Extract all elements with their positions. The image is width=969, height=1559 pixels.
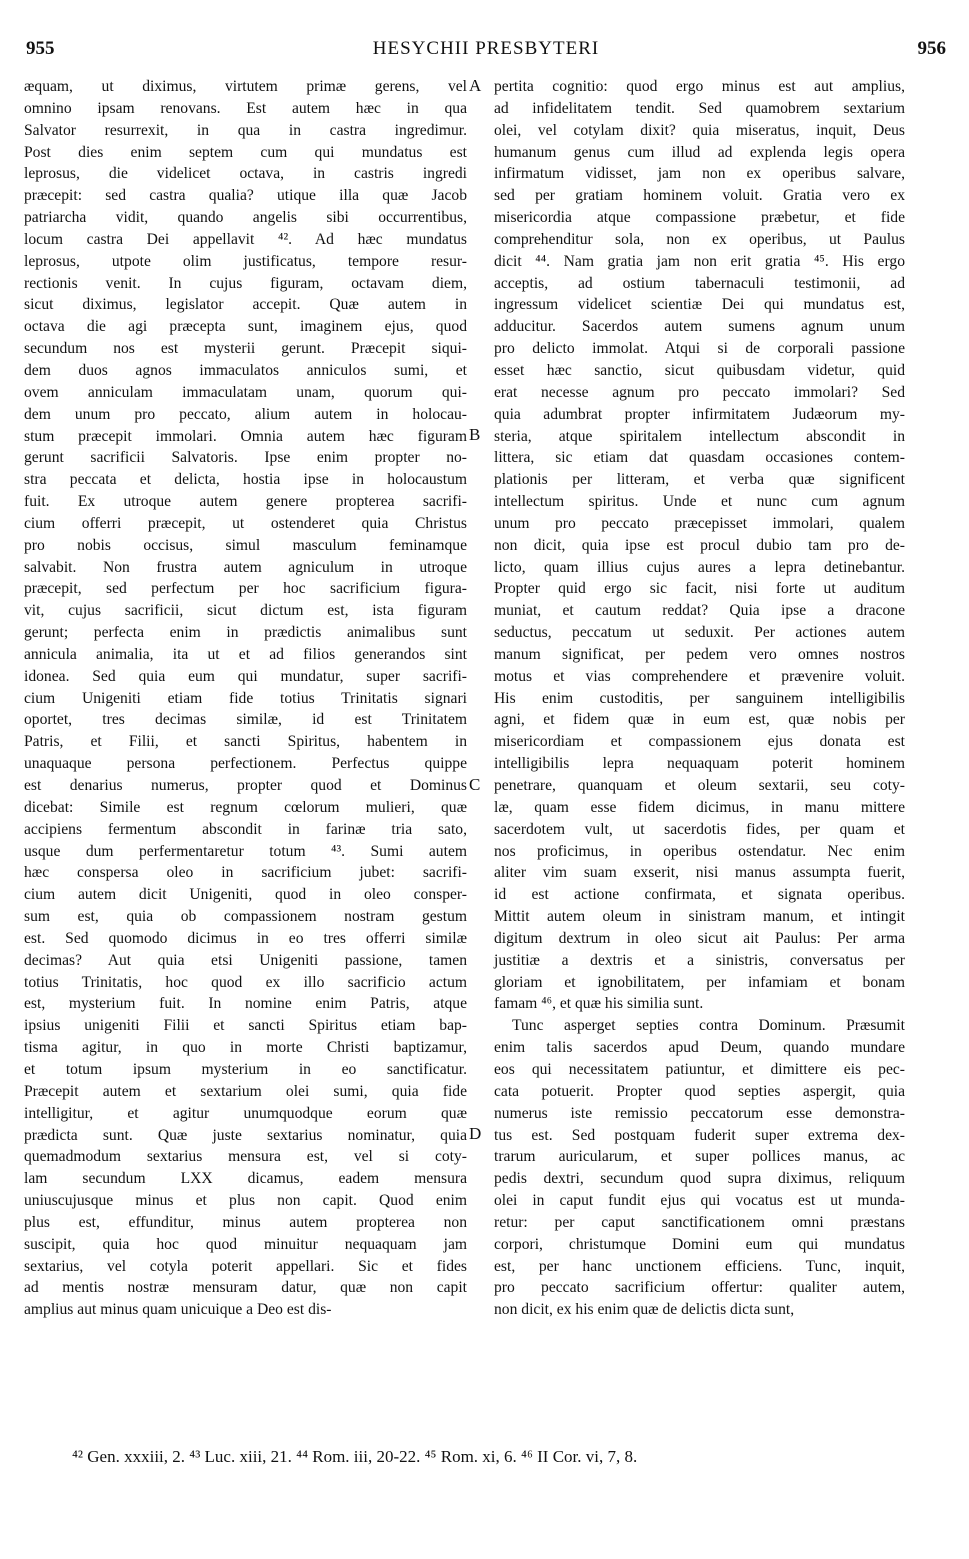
text-line: pro peccato sacrificium offertur: qualiter autem, — [494, 1279, 905, 1297]
text-line: dem duos agnos immaculatos anniculos sumi, et — [24, 361, 467, 379]
text-line: nos proficimus, in operibus ostendatur. Nec enim — [494, 842, 905, 860]
text-line: tisma agitur, in quo in morte Christi baptizamur, — [24, 1039, 467, 1057]
text-line: quemadmodum sextarius mensura est, vel si coty- — [24, 1148, 467, 1166]
text-line: plationis per litteram, et verba quæ significent — [494, 471, 905, 489]
text-line: octava die agi præcepta sunt, imaginem ejus, quod — [24, 318, 467, 336]
margin-marker-b: B — [469, 425, 481, 444]
text-line: plus est, effunditur, minus autem propterea non — [24, 1213, 467, 1231]
page-number-right: 956 — [917, 38, 946, 59]
text-line: enim talis sacerdos apud Deum, quando mundare — [494, 1039, 905, 1057]
text-line: gerunt sacrificii Salvatoris. Ipse enim propter no- — [24, 449, 467, 467]
text-line: et totum ipsum mysterium in eo sanctificatur. — [24, 1060, 467, 1078]
text-line: intelligibilis lepra nequaquam poterit hominem — [494, 755, 905, 773]
text-line: uniuscujusque minus et plus non capit. Quod enim — [24, 1192, 467, 1210]
text-line: corpori, christumque Domini eum qui mundatus — [494, 1235, 905, 1253]
text-line: Mittit autem oleum in sinistram manum, et intingit — [494, 908, 905, 926]
text-line: cium Unigeniti etiam fide totius Trinitatis signari — [24, 689, 467, 707]
text-line: præcepit: sed castra qualia? utique illa quæ Jacob — [24, 187, 467, 205]
text-line: prædicta sunt. Quæ juste sextarius nominatur, quia — [24, 1126, 467, 1144]
text-line: est, per hanc unctionem efficiens. Tunc, inquit, — [494, 1257, 905, 1275]
text-line: ad infidelitatem tendit. Sed quamobrem sextarium — [494, 99, 905, 117]
text-line: misericordia atque compassione præbetur, et fide — [494, 209, 905, 227]
text-line: humanum genus cum illud ad explenda legis opera — [494, 143, 905, 161]
text-line: Salvator resurrexit, in qua in castra ingredimur. — [24, 121, 467, 139]
text-line: annicula animalia, ita ut et ad filios generandos sint — [24, 645, 467, 663]
text-line: est. Sed quomodo dicimus in eo tres offerri similæ — [24, 929, 467, 947]
text-line: comprehenditur sola, non ex operibus, ut Paulus — [494, 230, 905, 248]
text-line: stra peccata et delicta, hostia ipse in holocaustum — [24, 471, 467, 489]
text-line: acceptis, ad ostium tabernaculi testimonii, ad — [494, 274, 905, 292]
text-line: fuit. Ex utroque autem genere propterea sacrifi- — [24, 493, 467, 511]
text-line: Post dies enim septem cum qui mundatus est — [24, 143, 467, 161]
text-line: adducitur. Sacerdos autem sumens agnum unum — [494, 318, 905, 336]
text-line: sextarius, vel cotyla poterit appellari. Sic et fides — [24, 1257, 467, 1275]
text-line: penetrare, quanquam et oleum sextarii, seu coty- — [494, 777, 905, 794]
text-line: id est actione confirmata, et signata operibus. — [494, 886, 905, 904]
page-number-left: 955 — [26, 38, 55, 59]
text-line: Tunc asperget septies contra Dominum. Præsumit — [512, 1017, 905, 1035]
text-line: lam secundum LXX dicamus, eadem mensura — [24, 1170, 467, 1188]
text-line: non dicit, ex his enim quæ de delictis dicta sunt, — [494, 1301, 795, 1319]
text-line: misericordiam et compassionem ejus donata est — [494, 733, 905, 751]
text-line: numerus iste remissio peccatorum esse demonstra- — [494, 1104, 905, 1122]
text-line: dicit ⁴⁴. Nam gratia jam non erit gratia ⁴⁵. His ergo — [494, 252, 905, 270]
text-line: idonea. Sed quia eum qui mundatur, super sacrifi- — [24, 667, 467, 685]
text-line: non dicit, quia ipse est procul dubio tam pro de- — [494, 536, 905, 554]
text-line: salvabit. Non frustra autem agniculum in utroque — [24, 558, 467, 576]
text-line: unaquaque persona perfectionem. Perfectus quippe — [24, 755, 467, 773]
text-line: olei, vel cotylam dixit? quia miseratus, inquit, Deus — [494, 121, 905, 139]
text-line: oportet, tres decimas similæ, id est Trinitatem — [24, 711, 467, 729]
text-line: æquam, ut diximus, virtutem primæ gerens, vel — [24, 78, 467, 95]
text-line: locum castra Dei appellavit ⁴². Ad hæc mundatus — [24, 230, 467, 248]
text-line: pro nobis occisus, simul masculum feminamque — [24, 536, 467, 554]
text-line: His enim custoditis, per sanguinem intelligibilis — [494, 689, 905, 707]
text-line: sum est, quia ob compassionem nostram gestum — [24, 908, 467, 926]
text-line: decimas? Aut quia etsi Unigeniti passione, tamen — [24, 951, 467, 969]
text-line: aliter vim suam exserit, nisi manus assumpta fuerit, — [494, 864, 905, 882]
text-line: est denarius numerus, propter quod et Dominus — [24, 777, 467, 794]
text-line: pro delicto immolat. Atqui si de corporali passione — [494, 340, 905, 358]
text-line: littera, sic etiam dat quasdam occasiones contem- — [494, 449, 905, 467]
text-line: cium offerri præcepit, ut ostenderet quia Christus — [24, 514, 467, 532]
text-line: motus et vias comprehendere et prævenire voluit. — [494, 667, 905, 685]
text-line: sed per gratiam hominem voluit. Gratia vero ex — [494, 187, 905, 205]
text-line: sacerdotem vult, ut sacerdotis fides, per quam et — [494, 820, 905, 838]
text-line: accipiens fermentum abscondit in farinæ tria sato, — [24, 820, 467, 838]
footnotes: ⁴² Gen. xxxiii, 2. ⁴³ Luc. xiii, 21. ⁴⁴ Rom. iii, 20-22. ⁴⁵ Rom. xi, 6. ⁴⁶ II Cor. vi, 7, 8. — [72, 1447, 638, 1466]
text-line: gerunt; perfecta enim in prædictis animalibus sunt — [24, 624, 467, 642]
text-line: Patris, et Filii, et sancti Spiritus, habentem in — [24, 733, 467, 751]
text-line: præcepit, sed perfectum per hoc sacrificium figura- — [24, 580, 467, 598]
text-line: ingressum videlicet scientiæ Dei qui mundatus est, — [494, 296, 905, 314]
text-line: Præcepit autem et sextarium olei sumi, quia fide — [24, 1082, 467, 1100]
left-column — [24, 76, 467, 1321]
margin-marker-a: A — [469, 76, 482, 95]
text-line: pertita cognitio: quod ergo minus est aut amplius, — [494, 78, 905, 95]
text-line: steria, atque spiritalem intellectum abscondit in — [494, 427, 905, 445]
text-line: quia adumbrat propter infirmitatem Judæorum my- — [494, 405, 905, 423]
text-line: infirmatum vidisset, jam non ex operibus salvare, — [494, 165, 905, 183]
text-line: Propter quid ergo sic facit, nisi forte ut auditum — [494, 580, 905, 598]
text-line: totius Trinitatis, hoc quod ex illo sacrificio actum — [24, 973, 467, 991]
text-line: leprosus, die videlicet octava, in castris ingredi — [24, 165, 467, 183]
text-line: ipsius unigeniti Filii et sancti Spiritus etiam bap- — [24, 1017, 467, 1035]
text-line: dicebat: Simile est regnum cœlorum mulieri, quæ — [24, 798, 467, 816]
text-line: cata potuerit. Propter quod septies aspergit, quia — [494, 1082, 905, 1100]
text-line: amplius aut minus quam unicuique a Deo est dis- — [24, 1301, 332, 1319]
text-line: manum significat, per pedem vero omnes nostros — [494, 645, 905, 663]
text-line: gloriam et ignobilitatem, per infamiam et bonam — [494, 973, 905, 991]
text-line: esset hæc sanctio, sicut quibusdam videtur, quid — [494, 361, 905, 379]
text-line: est, mysterium fuit. In nomine enim Patris, atque — [24, 995, 467, 1013]
text-line: usque dum perfermentaretur totum ⁴³. Sumi autem — [24, 842, 467, 860]
text-line: justitiæ a dextris et a sinistris, conversatus per — [494, 951, 905, 969]
text-line: cium autem dicit Unigeniti, quod in oleo consper- — [24, 886, 467, 904]
text-line: suscipit, quia hoc quod minuitur nequaquam jam — [24, 1235, 467, 1253]
text-line: patriarcha vidit, quando angelis sibi occurrentibus, — [24, 209, 467, 227]
margin-marker-d: D — [469, 1124, 482, 1143]
running-header — [26, 38, 946, 68]
text-line: retur: per caput sanctificationem omni præstans — [494, 1213, 905, 1231]
text-line: muniat, et cautum reddat? Quia ipse a dracone — [494, 602, 905, 620]
text-line: seductus, peccatum ut seduxit. Per actiones autem — [494, 624, 905, 642]
text-line: stum præcepit immolari. Omnia autem hæc figuram — [24, 427, 467, 445]
margin-marker-c: C — [469, 775, 481, 794]
running-title: HESYCHII PRESBYTERI — [372, 38, 600, 59]
text-line: vit, cujus sacrificii, sicut dictum est, ista figuram — [24, 602, 467, 620]
text-line: pedis dextri, secundum quod supra diximus, reliquum — [494, 1170, 905, 1188]
text-line: rectionis venit. In cujus figuram, octavam diem, — [24, 274, 467, 292]
text-line: intellectum spiritus. Unde et nunc cum agnum — [494, 493, 905, 511]
right-column — [494, 76, 905, 1321]
text-line: secundum nos est mysterii gerunt. Præcepit siqui- — [24, 340, 467, 358]
text-line: ovem anniculam immaculatam unam, quorum qui- — [24, 383, 467, 401]
text-line: unum pro peccato præcepisset immolari, qualem — [494, 514, 905, 532]
text-line: intelligitur, et agitur unumquodque eorum quæ — [24, 1104, 467, 1122]
text-line: sicut diximus, legislator accepit. Quæ autem in — [24, 296, 467, 314]
text-line: leprosus, utpote olim justificatus, tempore resur- — [24, 252, 467, 270]
text-line: digitum dextrum in oleo sicut ait Paulus: Per arma — [494, 929, 905, 947]
text-line: erat necesse agnum pro peccato immolari? Sed — [494, 383, 905, 401]
text-line: agni, et fidem quæ in eum est, quæ nobis per — [494, 711, 905, 729]
text-line: trarum auricularum, et super pollices manus, ac — [494, 1148, 905, 1166]
text-line: olei in caput fundit ejus qui vocatus est ut munda- — [494, 1192, 905, 1210]
text-line: læ, quam esse fidem dicimus, in manu mittere — [494, 798, 905, 816]
text-line: omnino ipsam renovans. Est autem hæc in qua — [24, 99, 467, 117]
text-line: hæc conspersa oleo in sacrificium jubet: sacrifi- — [24, 864, 467, 882]
text-line: dem unum pro peccato, alium autem in holocau- — [24, 405, 467, 423]
text-line: eos qui necessitatem patiuntur, et dimittere eis pec- — [494, 1060, 905, 1078]
text-line: famam ⁴⁶, et quæ his similia sunt. — [494, 995, 704, 1013]
text-line: ad mentis nostræ mensuram datur, quæ non capit — [24, 1279, 467, 1297]
text-line: licto, quam illius cujus aures a lepra detinebantur. — [494, 558, 905, 576]
text-line: tus est. Sed postquam fuderit super extrema dex- — [494, 1126, 905, 1144]
